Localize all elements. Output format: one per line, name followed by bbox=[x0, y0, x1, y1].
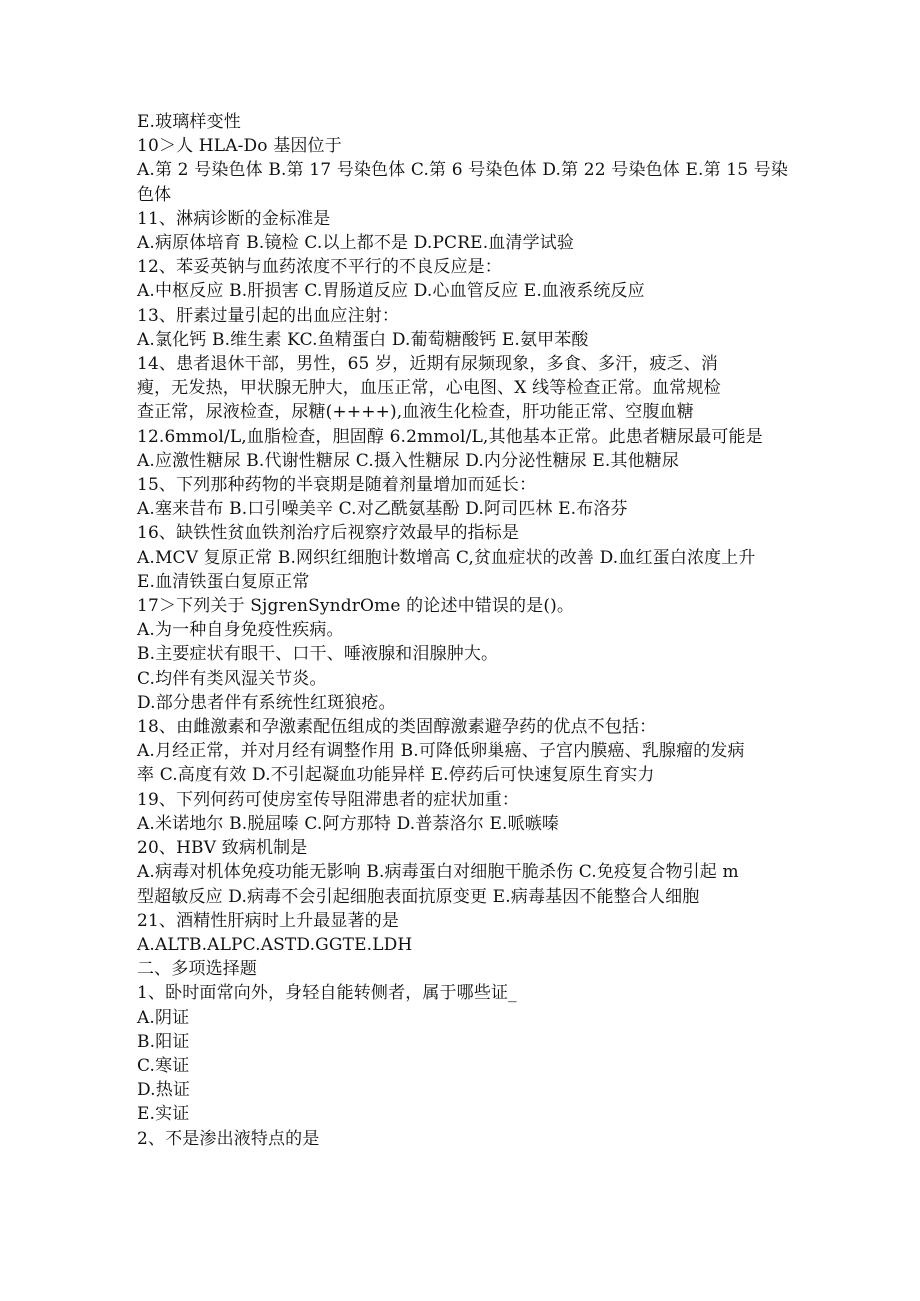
text-line: 13、肝素过量引起的出血应注射： bbox=[137, 305, 400, 326]
text-line: A.氯化钙 B.维生素 KC.鱼精蛋白 D.葡萄糖酸钙 E.氨甲苯酸 bbox=[137, 329, 589, 350]
text-line: 15、下列那种药物的半衰期是随着剂量增加而延长： bbox=[137, 475, 537, 496]
text-line: 11、淋病诊断的金标准是 bbox=[137, 208, 331, 229]
text-line: 12、苯妥英钠与血药浓度不平行的不良反应是： bbox=[137, 257, 502, 278]
text-line: B.主要症状有眼干、口干、唾液腺和泪腺肿大。 bbox=[137, 644, 499, 665]
text-line: 20、HBV 致病机制是 bbox=[137, 838, 308, 859]
text-line: C.寒证 bbox=[137, 1055, 190, 1076]
text-line: 18、由雌激素和孕激素配伍组成的类固醇激素避孕药的优点不包括： bbox=[137, 717, 657, 738]
text-line: 瘦，无发热，甲状腺无肿大，血压正常，心电图、X 线等检查正常。血常规检 bbox=[137, 378, 721, 399]
text-line: A.应激性糖尿 B.代谢性糖尿 C.摄入性糖尿 D.内分泌性糖尿 E.其他糖尿 bbox=[137, 450, 680, 471]
text-line: D.部分患者伴有系统性红斑狼疮。 bbox=[137, 692, 396, 713]
text-line: A.病毒对机体免疫功能无影响 B.病毒蛋白对细胞干脆杀伤 C.免疫复合物引起 m bbox=[137, 862, 739, 883]
text-line: A.ALTB.ALPC.ASTD.GGTE.LDH bbox=[137, 934, 413, 955]
document-page bbox=[137, 110, 787, 1151]
text-line: 19、下列何药可使房室传导阻滞患者的症状加重： bbox=[137, 789, 520, 810]
text-line: A.MCV 复原正常 B.网织红细胞计数增高 C,贫血症状的改善 D.血红蛋白浓度上升 bbox=[137, 547, 756, 568]
text-line: A.米诺地尔 B.脱屈嗪 C.阿方那特 D.普萘洛尔 E.哌嗾嗪 bbox=[137, 813, 560, 834]
text-line: E.血清铁蛋白复原正常 bbox=[137, 571, 310, 592]
text-line: 21、酒精性肝病时上升最显著的是 bbox=[137, 910, 400, 931]
text-line: A.塞来昔布 B.口引噪美辛 C.对乙酰氨基酚 D.阿司匹林 E.布洛芬 bbox=[137, 499, 628, 520]
text-line: E.实证 bbox=[137, 1104, 190, 1125]
text-line: A.阴证 bbox=[137, 1007, 190, 1028]
text-line: 型超敏反应 D.病毒不会引起细胞表面抗原变更 E.病毒基因不能整合人细胞 bbox=[137, 886, 700, 907]
text-line: A.月经正常，并对月经有调整作用 B.可降低卵巢癌、子宫内膜癌、乳腺瘤的发病 bbox=[137, 741, 745, 762]
text-line: B.阳证 bbox=[137, 1031, 190, 1052]
text-line: A.为一种自身免疫性疾病。 bbox=[137, 620, 344, 641]
text-line: 16、缺铁性贫血铁剂治疗后视察疗效最早的指标是 bbox=[137, 523, 520, 544]
text-line: D.热证 bbox=[137, 1080, 191, 1101]
text-line: A.第 2 号染色体 B.第 17 号染色体 C.第 6 号染色体 D.第 22 号染色体 E.第 15 号染 bbox=[137, 160, 789, 181]
text-line: E.玻璃样变性 bbox=[137, 112, 241, 132]
text-line: 二、多项选择题 bbox=[137, 959, 258, 980]
text-line: 10＞人 HLA-Do 基因位于 bbox=[137, 136, 342, 157]
text-line: 色体 bbox=[137, 184, 172, 205]
text-line: 查正常，尿液检查，尿糖(++++),血液生化检查，肝功能正常、空腹血糖 bbox=[137, 402, 694, 423]
text-line: 17＞下列关于 SjgrenSyndrOme 的论述中错误的是()。 bbox=[137, 596, 575, 617]
text-line: 1、卧时面常向外，身轻自能转侧者，属于哪些证_ bbox=[137, 983, 517, 1004]
text-line: 12.6mmol∕L,血脂检查，胆固醇 6.2mmol∕L,其他基本正常。此患者糖尿最可能是 bbox=[137, 426, 763, 447]
text-line: 14、患者退休干部，男性，65 岁，近期有尿频现象，多食、多汗，疲乏、消 bbox=[137, 354, 719, 375]
text-line: 2、不是渗出液特点的是 bbox=[137, 1128, 320, 1149]
text-line: A.病原体培育 B.镜检 C.以上都不是 D.PCRE.血清学试验 bbox=[137, 233, 575, 254]
text-line: C.均伴有类风湿关节炎。 bbox=[137, 668, 327, 689]
text-line: 率 C.高度有效 D.不引起凝血功能异样 E.停药后可快速复原生育实力 bbox=[137, 765, 655, 786]
text-line: A.中枢反应 B.肝损害 C.胃肠道反应 D.心血管反应 E.血液系统反应 bbox=[137, 281, 645, 302]
